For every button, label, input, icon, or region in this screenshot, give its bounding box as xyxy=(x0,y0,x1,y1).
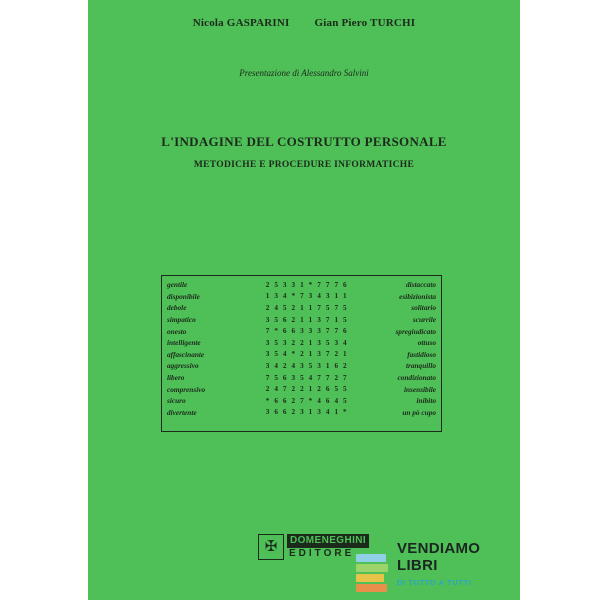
grid-left-construct: disponibile xyxy=(167,291,200,301)
publisher-sub: EDITORE xyxy=(289,547,355,559)
store-badge xyxy=(350,536,500,600)
grid-left-construct: divertente xyxy=(167,407,197,417)
grid-left-construct: sicuro xyxy=(167,396,186,406)
badge-title-line2: LIBRI xyxy=(397,557,438,574)
grid-left-construct: affascinante xyxy=(167,349,205,359)
grid-left-construct: onesto xyxy=(167,326,187,336)
grid-left-construct: comprensivo xyxy=(167,384,206,394)
grid-right-construct: insensibile xyxy=(403,384,436,394)
grid-values: 2 4 5 2 1 1 7 5 7 5 xyxy=(265,303,349,312)
grid-row xyxy=(167,407,436,419)
grid-right-construct: condizionato xyxy=(397,373,436,383)
book-subtitle: METODICHE E PROCEDURE INFORMATICHE xyxy=(193,160,415,170)
grid-row xyxy=(167,360,436,372)
grid-row xyxy=(167,302,436,314)
grid-right-construct: inibito xyxy=(416,396,436,406)
grid-right-construct: un pò cupo xyxy=(402,407,436,417)
grid-right-construct: scurrile xyxy=(412,315,436,325)
grid-values: 1 3 4 * 7 3 4 3 1 1 xyxy=(265,292,349,301)
grid-row xyxy=(167,279,436,291)
authors xyxy=(88,17,520,29)
grid-right-construct: fastidioso xyxy=(407,349,436,359)
publisher-logo-icon: ✠ xyxy=(258,534,284,560)
author-2: Gian Piero TURCHI xyxy=(314,17,416,29)
grid-values: 3 5 4 * 2 1 3 7 2 1 xyxy=(265,350,349,359)
author-1: Nicola GASPARINI xyxy=(192,17,290,29)
badge-subtitle: DI TUTTO A TUTTI xyxy=(397,578,472,587)
book-cover xyxy=(88,0,520,600)
grid-row xyxy=(167,395,436,407)
grid-right-construct: ottuso xyxy=(417,338,436,348)
grid-row xyxy=(167,337,436,349)
grid-right-construct: solitario xyxy=(411,303,436,313)
grid-values: 3 5 6 2 1 1 3 7 1 5 xyxy=(265,315,349,324)
grid-row xyxy=(167,314,436,326)
grid-left-construct: intelligente xyxy=(167,338,201,348)
publisher-name: DOMENEGHINI xyxy=(287,534,369,548)
grid-values: 3 6 6 2 3 1 3 4 1 * xyxy=(265,408,349,417)
grid-left-construct: libero xyxy=(167,373,185,383)
grid-row xyxy=(167,325,436,337)
grid-values: 3 4 2 4 3 5 3 1 6 2 xyxy=(265,361,349,370)
grid-right-construct: esibizionista xyxy=(399,291,436,301)
badge-title-line1: VENDIAMO xyxy=(397,540,481,557)
grid-right-construct: spregiudicato xyxy=(395,326,436,336)
grid-row xyxy=(167,383,436,395)
book-title: L'INDAGINE DEL COSTRUTTO PERSONALE xyxy=(161,134,447,149)
grid-values: 7 * 6 6 3 3 3 7 7 6 xyxy=(265,327,349,336)
stacked-books-icon xyxy=(356,554,388,600)
grid-left-construct: simpatico xyxy=(167,315,196,325)
grid-right-construct: distaccato xyxy=(406,280,436,290)
grid-left-construct: aggressivo xyxy=(167,361,199,371)
grid-row xyxy=(167,349,436,361)
grid-row xyxy=(167,372,436,384)
grid-left-construct: debole xyxy=(167,303,187,313)
grid-row xyxy=(167,291,436,303)
grid-left-construct: gentile xyxy=(167,280,188,290)
grid-values: 2 5 3 3 1 * 7 7 7 6 xyxy=(265,280,349,289)
grid-right-construct: tranquillo xyxy=(405,361,436,371)
grid-values: * 6 6 2 7 * 4 6 4 5 xyxy=(265,396,349,405)
grid-values: 2 4 7 2 2 1 2 6 5 5 xyxy=(265,385,349,394)
repertory-grid xyxy=(161,275,442,432)
grid-values: 7 5 6 3 5 4 7 7 2 7 xyxy=(265,373,349,382)
grid-values: 3 5 3 2 2 1 3 5 3 4 xyxy=(265,338,349,347)
presentation-credit: Presentazione di Alessandro Salvini xyxy=(239,68,369,78)
badge-title xyxy=(397,540,480,574)
